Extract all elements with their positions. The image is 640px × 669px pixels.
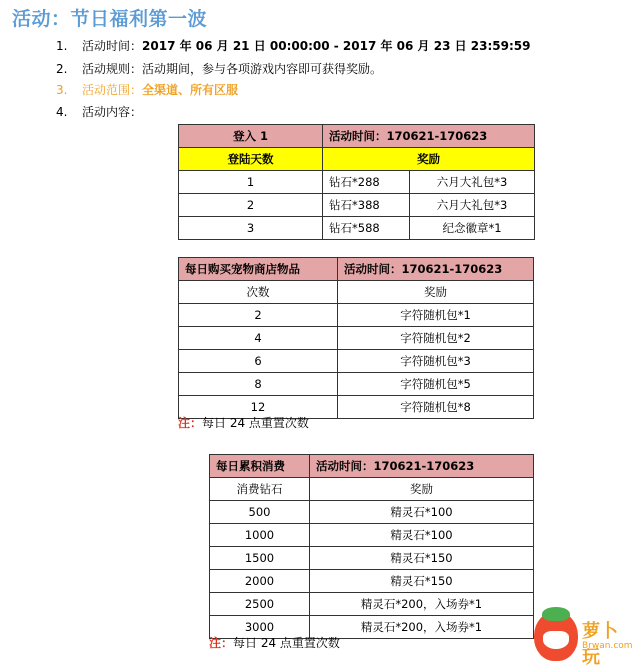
table-column-row [210,478,534,501]
item-number: 2. [56,62,68,76]
cell: 精灵石*200，入场券*1 [310,616,534,639]
note-label: 注： [178,416,203,430]
table-row [210,593,534,616]
cell: 精灵石*150 [310,570,534,593]
table-row [179,304,534,327]
table-row [179,350,534,373]
note-text: 每日 24 点重置次数 [233,636,340,650]
cell: 精灵石*100 [310,501,534,524]
cell: 精灵石*100 [310,524,534,547]
column-header: 消费钻石 [210,478,310,501]
item-label: 活动规则： [82,62,143,76]
cell: 6 [179,350,338,373]
cell: 2000 [210,570,310,593]
table-header-row [179,125,535,148]
cell: 1500 [210,547,310,570]
cell: 字符随机包*1 [338,304,534,327]
table-title: 每日累积消费 [210,455,310,478]
item-value: 2017 年 06 月 21 日 00:00:00 - 2017 年 06 月 23 日 23:59:59 [142,39,531,53]
table-time: 活动时间：170621-170623 [310,455,534,478]
cell: 钻石*588 [323,217,410,240]
column-header: 奖励 [310,478,534,501]
table-row [179,194,535,217]
brand-url: Brwan.com [582,641,633,651]
radish-mascot-icon [534,611,578,661]
cell: 500 [210,501,310,524]
column-header: 奖励 [323,148,535,171]
cell: 纪念徽章*1 [410,217,535,240]
table-row [210,547,534,570]
column-header: 登陆天数 [179,148,323,171]
cell: 1 [179,171,323,194]
table-column-row [179,148,535,171]
item-time [56,37,530,55]
cell: 3000 [210,616,310,639]
cell: 4 [179,327,338,350]
pet-shop-table [178,257,534,419]
leaf-icon [542,607,570,621]
table-title: 登入 1 [179,125,323,148]
item-number: 4. [56,105,68,119]
cell: 1000 [210,524,310,547]
table-row [210,570,534,593]
table-row [179,327,534,350]
table-header-row [210,455,534,478]
brand-logo [534,605,634,668]
cell: 8 [179,373,338,396]
table-header-row [179,258,534,281]
daily-spend-table [209,454,534,639]
note-label: 注： [209,636,234,650]
cell: 2500 [210,593,310,616]
note-text: 每日 24 点重置次数 [202,416,309,430]
table-row [179,373,534,396]
table-time: 活动时间：170621-170623 [323,125,535,148]
item-label: 活动范围： [82,83,143,97]
cell: 六月大礼包*3 [410,171,535,194]
item-scope [56,81,238,99]
table-column-row [179,281,534,304]
cell: 2 [179,194,323,217]
cell: 钻石*388 [323,194,410,217]
page-title: 活动：节日福利第一波 [12,8,208,30]
cell: 字符随机包*8 [338,396,534,419]
item-label: 活动内容： [82,105,143,119]
cell: 3 [179,217,323,240]
cell: 2 [179,304,338,327]
item-number: 3. [56,83,68,97]
item-label: 活动时间： [82,39,143,53]
column-header: 次数 [179,281,338,304]
cell: 钻石*288 [323,171,410,194]
table-row [210,524,534,547]
item-rules [56,60,382,78]
cell: 字符随机包*2 [338,327,534,350]
cell: 精灵石*200，入场券*1 [310,593,534,616]
item-value: 全渠道、所有区服 [142,83,239,97]
cell: 六月大礼包*3 [410,194,535,217]
cell: 12 [179,396,338,419]
table-row [210,501,534,524]
table-row [179,171,535,194]
item-content [56,103,142,121]
reset-note [178,414,309,431]
mascot-face-icon [543,631,569,649]
reset-note [209,634,340,651]
login-reward-table [178,124,535,240]
brand-name: 萝卜玩 [582,621,618,668]
item-number: 1. [56,39,68,53]
item-value: 活动期间，参与各项游戏内容即可获得奖励。 [142,62,383,76]
cell: 字符随机包*5 [338,373,534,396]
cell: 字符随机包*3 [338,350,534,373]
cell: 精灵石*150 [310,547,534,570]
table-title: 每日购买宠物商店物品 [179,258,338,281]
table-time: 活动时间：170621-170623 [338,258,534,281]
table-row [179,217,535,240]
column-header: 奖励 [338,281,534,304]
